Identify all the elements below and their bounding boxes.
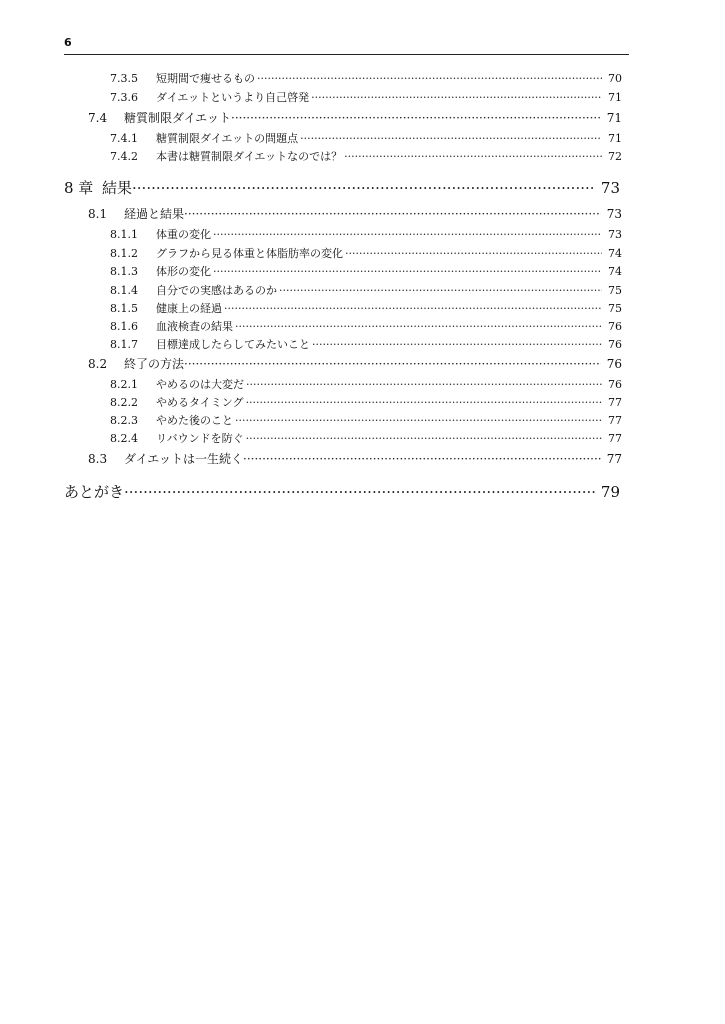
- dot-leader: [300, 132, 602, 145]
- section-title: ダイエットというより自己啓発: [156, 91, 310, 104]
- dot-leader: [246, 432, 602, 445]
- section-title: やめるのは大変だ: [156, 378, 244, 391]
- section-title: 終了の方法: [124, 357, 185, 371]
- page-ref: 77: [608, 432, 622, 445]
- page-ref: 71: [606, 111, 622, 125]
- dot-leader: [235, 320, 602, 333]
- section-title: 体重の変化: [156, 228, 211, 241]
- section-number: 8.1.6: [110, 320, 138, 333]
- dot-leader: [213, 228, 602, 241]
- section-title: 糖質制限ダイエットの問題点: [156, 132, 299, 145]
- page-ref: 76: [608, 378, 622, 391]
- page-ref: 72: [608, 150, 622, 163]
- toc-entry[interactable]: [110, 282, 622, 298]
- section-title: ダイエットは一生続く: [124, 452, 244, 466]
- page-ref: 79: [600, 483, 620, 501]
- dot-leader: [184, 207, 601, 221]
- section-number: 8.1.4: [110, 284, 138, 297]
- toc-chapter-entry[interactable]: [64, 481, 620, 502]
- dot-leader: [257, 72, 602, 85]
- toc-entry[interactable]: [110, 245, 622, 261]
- section-title: 本書は糖質制限ダイエットなのでは？: [156, 150, 343, 163]
- toc-entry[interactable]: [110, 430, 622, 446]
- chapter-title: 結果: [102, 179, 133, 197]
- section-number: 8.2.3: [110, 414, 138, 427]
- page-ref: 71: [608, 91, 622, 104]
- dot-leader: [246, 378, 602, 391]
- dot-leader: [124, 483, 595, 501]
- section-title: 自分での実感はあるのか: [156, 284, 277, 297]
- section-number: 8.2.2: [110, 396, 138, 409]
- section-number: 7.3.6: [110, 91, 138, 104]
- section-number: 8.1.2: [110, 247, 138, 260]
- section-number: 7.4.2: [110, 150, 138, 163]
- toc-entry[interactable]: [110, 148, 622, 164]
- dot-leader: [231, 111, 601, 125]
- page-ref: 70: [608, 72, 622, 85]
- section-number: 8.3: [88, 452, 108, 466]
- section-number: 8.1.7: [110, 338, 138, 351]
- toc-entry[interactable]: [110, 412, 622, 428]
- toc-entry[interactable]: [110, 89, 622, 105]
- section-title: 経過と結果: [124, 207, 185, 221]
- dot-leader: [279, 284, 602, 297]
- section-number: 8.1.1: [110, 228, 138, 241]
- section-title: 血液検査の結果: [156, 320, 233, 333]
- dot-leader: [243, 452, 601, 466]
- page-ref: 74: [608, 265, 622, 278]
- toc-entry[interactable]: [88, 355, 622, 372]
- section-number: 8.2: [88, 357, 108, 371]
- section-number: 8.1.3: [110, 265, 138, 278]
- section-number: 8.1: [88, 207, 108, 221]
- page-ref: 73: [606, 207, 622, 221]
- page-ref: 73: [608, 228, 622, 241]
- section-number: 7.4.1: [110, 132, 138, 145]
- section-number: 7.4: [88, 111, 108, 125]
- section-title: 目標達成したらしてみたいこと: [156, 338, 310, 351]
- chapter-number: 8 章: [64, 179, 94, 197]
- toc-entry[interactable]: [110, 336, 622, 352]
- dot-leader: [224, 302, 602, 315]
- section-title: やめた後のこと: [156, 414, 233, 427]
- section-number: 7.3.5: [110, 72, 138, 85]
- toc-entry[interactable]: [110, 70, 622, 86]
- section-title: 糖質制限ダイエット: [124, 111, 232, 125]
- dot-leader: [311, 91, 602, 104]
- chapter-title: あとがき: [64, 483, 125, 501]
- header-rule: [64, 54, 629, 55]
- dot-leader: [345, 247, 602, 260]
- toc-entry[interactable]: [110, 376, 622, 392]
- dot-leader: [312, 338, 602, 351]
- page-ref: 75: [608, 284, 622, 297]
- toc-entry[interactable]: [110, 300, 622, 316]
- section-title: リバウンドを防ぐ: [156, 432, 244, 445]
- toc-entry[interactable]: [88, 450, 622, 467]
- dot-leader: [246, 396, 602, 409]
- page-ref: 76: [606, 357, 622, 371]
- toc-chapter-entry[interactable]: [64, 177, 620, 198]
- page-ref: 71: [608, 132, 622, 145]
- page-ref: 77: [608, 396, 622, 409]
- dot-leader: [344, 150, 602, 163]
- toc-entry[interactable]: [110, 394, 622, 410]
- page-ref: 76: [608, 338, 622, 351]
- toc-entry[interactable]: [88, 205, 622, 222]
- page-ref: 75: [608, 302, 622, 315]
- page-ref: 73: [600, 179, 620, 197]
- section-title: 健康上の経過: [156, 302, 222, 315]
- section-title: やめるタイミング: [156, 396, 244, 409]
- page-ref: 76: [608, 320, 622, 333]
- page-ref: 77: [608, 414, 622, 427]
- section-number: 8.2.1: [110, 378, 138, 391]
- page-ref: 77: [606, 452, 622, 466]
- toc-entry[interactable]: [110, 130, 622, 146]
- toc-entry[interactable]: [110, 226, 622, 242]
- section-title: グラフから見る体重と体脂肪率の変化: [156, 247, 343, 260]
- section-title: 体形の変化: [156, 265, 211, 278]
- toc-entry[interactable]: [110, 263, 622, 279]
- section-number: 8.2.4: [110, 432, 138, 445]
- dot-leader: [235, 414, 602, 427]
- dot-leader: [132, 179, 595, 197]
- page-ref: 74: [608, 247, 622, 260]
- section-number: 8.1.5: [110, 302, 138, 315]
- dot-leader: [184, 357, 601, 371]
- dot-leader: [213, 265, 602, 278]
- toc-entry[interactable]: [88, 109, 622, 126]
- section-title: 短期間で痩せるもの: [156, 72, 255, 85]
- toc-entry[interactable]: [110, 318, 622, 334]
- page-number: 6: [64, 36, 72, 49]
